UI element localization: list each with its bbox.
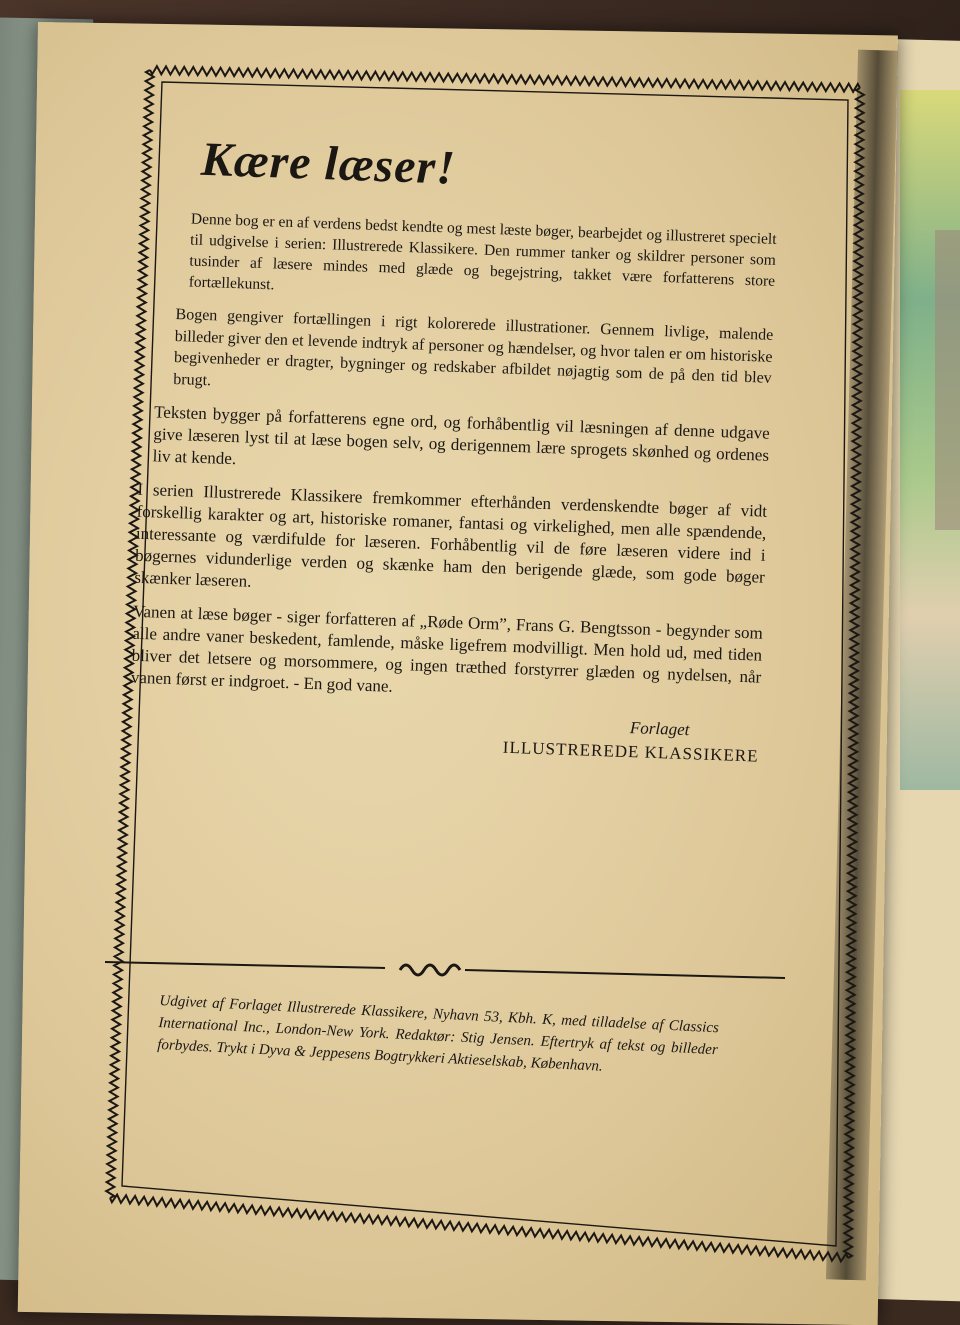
signature-series-name: ILLUSTREREDE KLASSIKERE	[502, 737, 759, 766]
paragraph-habit: Vanen at læse bøger - siger forfatteren af „Røde Orm”, Frans G. Bengtsson - begynder som alle andre vaner beskedent, famlende, måske ligefrem modvilligt. Men hold ud, med tiden bliver det letsere og morsommere, og ingen træthed forstyrrer glæden og nydelsen, når vanen først er indgroet. - En god vane.	[130, 601, 764, 696]
letter-body	[129, 130, 780, 767]
paragraph-intro: Denne bog er en af verdens bedst kendte og mest læste bøger, bearbejdet og illustreret specielt til udgivelse i serien: Illustrerede Klassikere. Den rummer tanker og skildrer personer som tusinder af læsere mindes med glæde og begejstring, takket være forfatterens store fortællekunst.	[188, 210, 777, 294]
paragraph-series: I serien Illustrerede Klassikere fremkommer efterhånden verdenskendte bøger af vidt forskellig karakter og art, historiske romaner, fantasi og virkelighed, men alle spændende, interessante og værdifulde for læseren. Forhåbentlig vil de føre læseren videre ind i bøgernes vidunderlige verden og skænke ham den berigende glæde, som gode bøger skænker læseren.	[134, 479, 768, 591]
imprint-text: Udgivet af Forlaget Illustrerede Klassikere, Nyhavn 53, Kbh. K, med tilladelse af Classics International Inc., London-New York. Redaktør: Stig Jensen. Eftertryk af tekst og billeder forbydes. Trykt i Dyva & Jeppesens Bogtrykkeri Aktieselskab, København.	[156, 992, 720, 1075]
signature-publisher: Forlaget	[629, 718, 690, 740]
page-title: Kære læser!	[200, 132, 457, 195]
ornamental-divider	[105, 950, 785, 980]
paragraph-illustrations: Bogen gengiver fortællingen i rigt kolorerede illustrationer. Gennem livlige, malende billeder giver den et levende indtryk af personer og hændelser, og hvor talen er om historiske begivenheder er dragter, bygninger og redskaber afbildet nøjagtig som de på den tid blev brugt.	[173, 306, 774, 389]
paragraph-text: Teksten bygger på forfatterens egne ord, og forhåbentlig vil læsningen af denne udgave give læseren lyst til at læse bogen selv, og derigennem lære sprogets skønhed og ordenes liv at kende.	[152, 402, 771, 469]
